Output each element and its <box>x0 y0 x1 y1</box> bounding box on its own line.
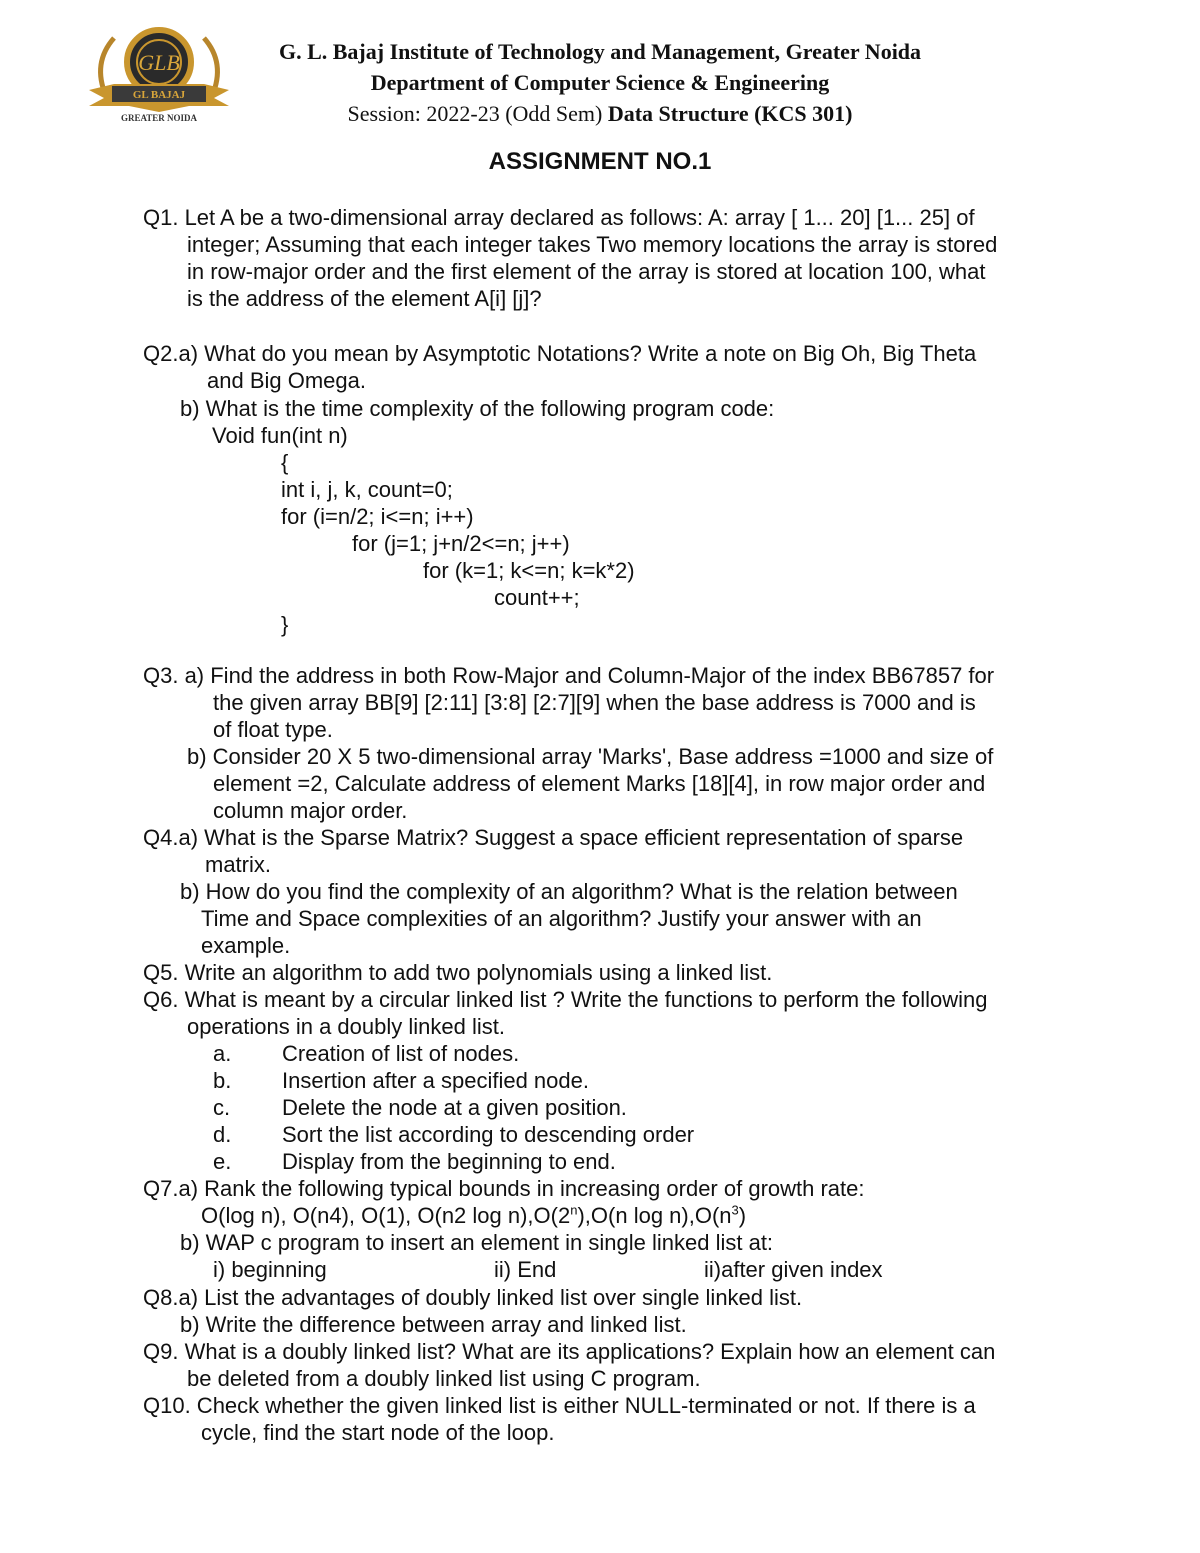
q2a-line-2: and Big Omega. <box>207 368 366 393</box>
code-line-1: Void fun(int n) <box>212 423 348 448</box>
code-line-3: int i, j, k, count=0; <box>281 477 453 502</box>
q6-item-d-letter: d. <box>213 1122 232 1147</box>
q9-line-1: Q9. What is a doubly linked list? What are its applications? Explain how an element can <box>143 1339 996 1364</box>
code-line-4: for (i=n/2; i<=n; i++) <box>281 504 474 529</box>
q1-line-4: is the address of the element A[i] [j]? <box>187 286 542 311</box>
q7a-line-2: O(log n), O(n4), O(1), O(n2 log n),O(2$^n$),O(n $\log n),O(n^3)$ <box>201 1202 747 1228</box>
code-line-8: } <box>281 612 289 637</box>
q1-line-2: integer; Assuming that each integer takes Two memory locations the array is stored <box>187 232 998 257</box>
q7a-line-1: Q7.a) Rank the following typical bounds in increasing order of growth rate: <box>143 1176 865 1201</box>
page-title: ASSIGNMENT NO.1 <box>488 148 712 175</box>
q10-line-1: Q10. Check whether the given linked list is either NULL-terminated or not. If there is a <box>143 1393 976 1418</box>
q2a-line-1: Q2.a) What do you mean by Asymptotic Notations? Write a note on Big Oh, Big Theta <box>143 341 977 366</box>
q9-line-2: be deleted from a doubly linked list using C program. <box>187 1366 701 1391</box>
code-line-2: { <box>281 450 289 475</box>
q3b-line-3: column major order. <box>213 798 408 823</box>
q4b-line-2: Time and Space complexities of an algorithm? Justify your answer with an <box>201 906 922 931</box>
q6-item-d-text: Sort the list according to descending order <box>282 1122 695 1147</box>
q8a-line: Q8.a) List the advantages of doubly linked list over single linked list. <box>143 1285 803 1310</box>
q6-item-c-letter: c. <box>213 1095 231 1120</box>
q6-item-e-letter: e. <box>213 1149 232 1174</box>
q7b-option-iii: ii)after given index <box>704 1257 883 1282</box>
q4b-line-1: b) How do you find the complexity of an algorithm? What is the relation between <box>180 879 958 904</box>
q6-item-b-text: Insertion after a specified node. <box>282 1068 589 1093</box>
q3b-line-1: b) Consider 20 X 5 two-dimensional array 'Marks', Base address =1000 and size of <box>187 744 994 769</box>
q7b-line-1: b) WAP c program to insert an element in single linked list at: <box>180 1230 774 1255</box>
q4a-line-2: matrix. <box>205 852 271 877</box>
q3a-line-1: Q3. a) Find the address in both Row-Major and Column-Major of the index BB67857 for <box>143 663 995 688</box>
q6-item-c-text: Delete the node at a given position. <box>282 1095 627 1120</box>
q7b-option-ii: ii) End <box>494 1257 557 1282</box>
q5-line: Q5. Write an algorithm to add two polynomials using a linked list. <box>143 960 773 985</box>
logo-monogram: GLB <box>138 50 180 75</box>
code-line-5: for (j=1; j+n/2<=n; j++) <box>352 531 570 556</box>
institute-name: G. L. Bajaj Institute of Technology and Management, Greater Noida <box>278 39 922 64</box>
q4a-line-1: Q4.a) What is the Sparse Matrix? Suggest a space efficient representation of sparse <box>143 825 964 850</box>
q3a-line-2: the given array BB[9] [2:11] [3:8] [2:7][9] when the base address is 7000 and is <box>213 690 976 715</box>
q6-line-1: Q6. What is meant by a circular linked list ? Write the functions to perform the following <box>143 987 988 1012</box>
q8b-line: b) Write the difference between array and linked list. <box>180 1312 687 1337</box>
q3b-line-2: element =2, Calculate address of element Marks [18][4], in row major order and <box>213 771 986 796</box>
q6-item-a-text: Creation of list of nodes. <box>282 1041 520 1066</box>
q1-line-1: Q1. Let A be a two-dimensional array declared as follows: A: array [ 1... 20] [1... 25] of <box>143 205 975 230</box>
q7b-option-i: i) beginning <box>213 1257 327 1282</box>
q6-item-b-letter: b. <box>213 1068 232 1093</box>
q3a-line-3: of float type. <box>213 717 333 742</box>
logo-banner-text: GL BAJAJ <box>132 89 186 101</box>
department-name: Department of Computer Science & Engineering <box>370 70 830 95</box>
code-line-6: for (k=1; k<=n; k=k*2) <box>423 558 635 583</box>
q6-item-a-letter: a. <box>213 1041 232 1066</box>
q4b-line-3: example. <box>201 933 291 958</box>
logo-location-text: GREATER NOIDA <box>120 113 198 123</box>
q6-line-2: operations in a doubly linked list. <box>187 1014 505 1039</box>
q2b-line-1: b) What is the time complexity of the following program code: <box>180 396 775 421</box>
code-line-7: count++; <box>494 585 580 610</box>
q1-line-3: in row-major order and the first element of the array is stored at location 100, what <box>187 259 986 284</box>
q10-line-2: cycle, find the start node of the loop. <box>201 1420 555 1445</box>
q6-item-e-text: Display from the beginning to end. <box>282 1149 616 1174</box>
session-line: Session: 2022-23 (Odd Sem) Data Structure (KCS 301) <box>347 101 853 126</box>
